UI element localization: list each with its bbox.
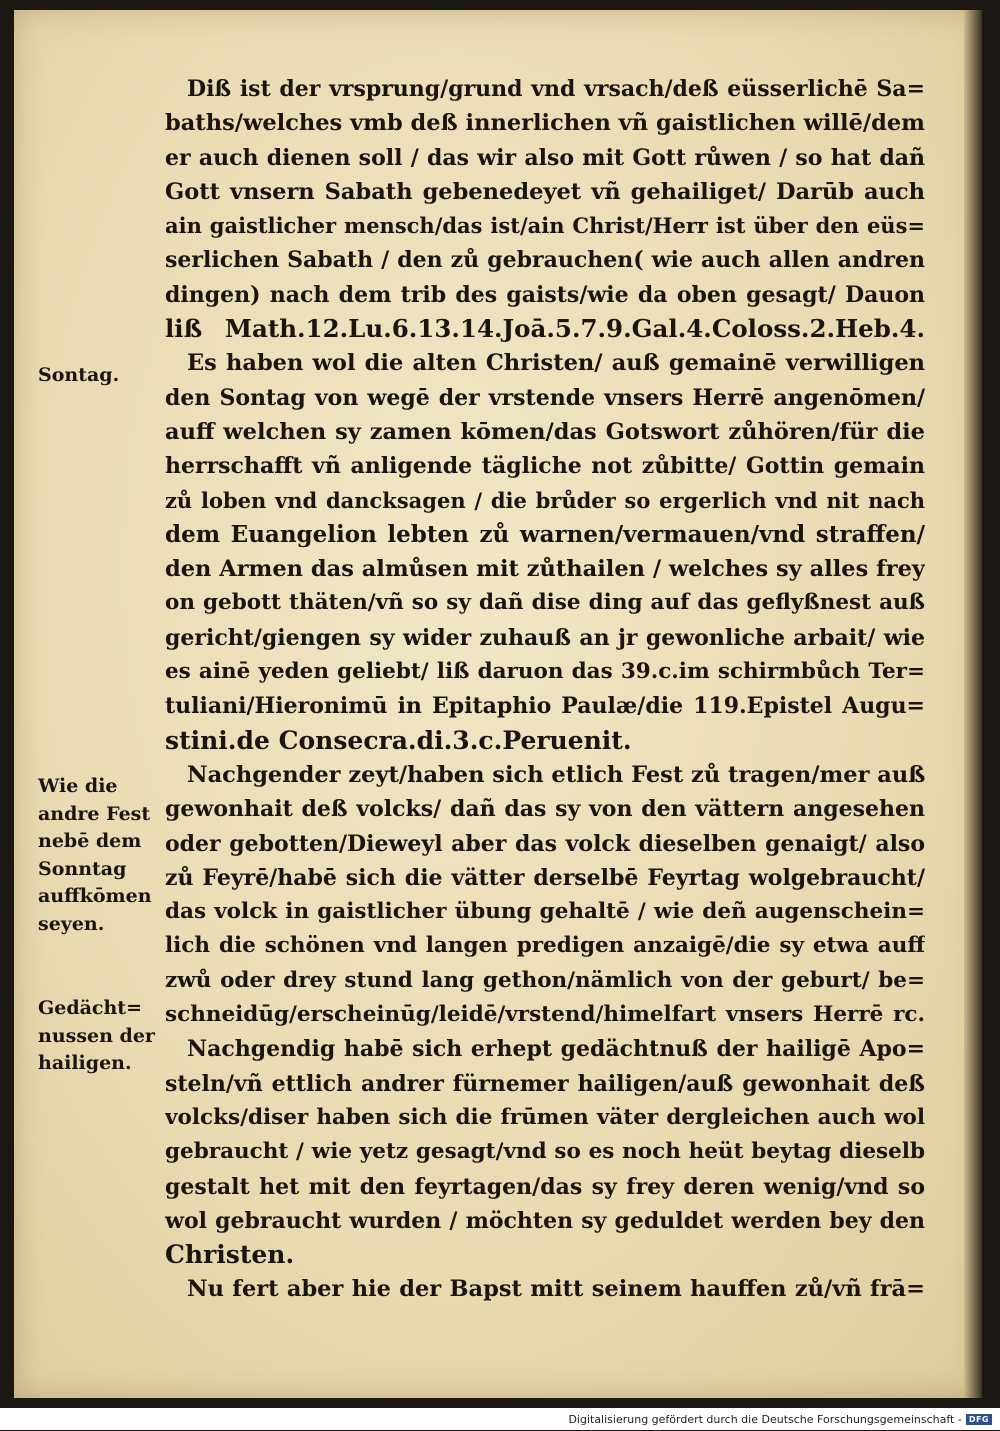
text-line: Nachgendig habē sich erhept gedächtnuß der hailigē Apo= [187, 1036, 925, 1063]
text-line: herrschafft vñ anligende tägliche not zůbitte/ Gottin gemain [165, 453, 925, 480]
text-line: schneidūg/erscheinūg/leidē/vrstend/himelfart vnsers Herrē rc. [165, 1002, 925, 1028]
text-line: den Sontag von wegē der vrstende vnsers Herrē angenōmen/ [165, 384, 925, 411]
text-line: Nachgender zeyt/haben sich etlich Fest zů tragen/mer auß [187, 761, 925, 788]
text-line: gericht/giengen sy wider zuhauß an jr gewonliche arbait/ wie [165, 624, 925, 651]
text-line: wol gebraucht wurden / möchten sy geduldet werden bey den [165, 1207, 925, 1234]
text-line: auff welchen sy zamen kōmen/das Gotswort zůhören/für die [165, 418, 925, 445]
text-line: Gott vnsern Sabath gebenedeyet vñ gehailiget/ Darūb auch [165, 178, 925, 205]
text-line: lich die schönen vnd langen predigen anzaigē/die sy etwa auff [165, 933, 925, 959]
text-line: oder gebotten/Dieweyl aber das volck dieselben genaigt/ also [165, 830, 925, 857]
text-line: liß Math.12.Lu.6.13.14.Joā.5.7.9.Gal.4.Coloss.2.Heb.4. [165, 314, 925, 344]
text-line: stini.de Consecra.di.3.c.Peruenit. [165, 725, 632, 755]
margin-note-line: nebē dem [38, 830, 142, 852]
footer-text: Digitalisierung gefördert durch die Deutsche Forschungsgemeinschaft - [568, 1412, 962, 1426]
margin-note-sontag [38, 362, 162, 390]
margin-note-saints [38, 995, 162, 1078]
margin-note-line: auffkōmen [38, 885, 152, 907]
text-line: dem Euangelion lebten zů warnen/vermauen/vnd straffen/ [165, 520, 925, 548]
margin-note-line: nussen der [38, 1024, 155, 1047]
text-line: zwů oder drey stund lang gethon/nämlich von der geburt/ be= [165, 967, 925, 993]
margin-note-line: seyen. [38, 912, 105, 935]
main-text-column [165, 72, 925, 1307]
text-line: Nu fert aber hie der Bapst mitt seinem hauffen zů/vñ frā= [187, 1276, 925, 1303]
margin-note-line: hailigen. [38, 1052, 132, 1074]
text-line: Es haben wol die alten Christen/ auß gemainē verwilligen [187, 350, 925, 377]
margin-note-line: andre Fest [38, 802, 151, 825]
dfg-logo: DFG [966, 1414, 992, 1425]
text-line: gestalt het mit den feyrtagen/das sy frey deren wenig/vnd so [165, 1173, 925, 1200]
scanned-page [14, 10, 982, 1398]
text-line: zů Feyrē/habē sich die vätter derselbē Feyrtag wolgebraucht/ [165, 864, 925, 891]
text-line: den Armen das almůsen mit zůthailen / welches sy alles frey [165, 556, 925, 583]
text-line: ain gaistlicher mensch/das ist/ain Christ/Herr ist über den eüs= [165, 213, 925, 239]
digitization-footer [0, 1408, 1000, 1430]
margin-note-line: Sonntag [38, 857, 127, 880]
text-line: tuliani/Hieronimū in Epitaphio Paulæ/die 119.Epistel Augu= [165, 693, 925, 720]
text-line: dingen) nach dem trib des gaists/wie da oben gesagt/ Dauon [165, 281, 925, 308]
text-line: volcks/diser haben sich die frūmen väter dergleichen auch wol [165, 1104, 925, 1130]
text-line: er auch dienen soll / das wir also mit Gott růwen / so hat dañ [165, 144, 925, 171]
text-line: Christen. [165, 1240, 295, 1270]
margin-note-line: Wie die [38, 775, 118, 797]
text-line: Diß ist der vrsprung/grund vnd vrsach/deß eüsserlichē Sa= [187, 76, 925, 102]
margin-note-line: Sontag. [38, 364, 120, 386]
text-line: gewonhait deß volcks/ dañ das sy von den vättern angesehen [165, 796, 925, 823]
text-line: serlichen Sabath / den zů gebrauchen( wie auch allen andren [165, 247, 925, 274]
text-line: das volck in gaistlicher übung gehaltē / wie deñ augenschein= [165, 899, 925, 925]
text-line: gebraucht / wie yetz gesagt/vnd so es noch heüt beytag dieselb [165, 1139, 925, 1165]
text-line: zů loben vnd dancksagen / die brůder so ergerlich vnd nit nach [165, 487, 925, 513]
book-gutter-shadow [964, 10, 982, 1398]
margin-notes-column [14, 10, 164, 1398]
text-line: es ainē yeden geliebt/ liß daruon das 39.c.im schirmbůch Ter= [165, 659, 925, 685]
text-line: baths/welches vmb deß innerlichen vñ gaistlichen willē/dem [165, 110, 925, 137]
text-line: on gebott thäten/vñ so sy dañ dise ding auf das geflyßnest auß [165, 590, 925, 616]
text-line: steln/vñ ettlich andrer fürnemer hailigen/auß gewonhait deß [165, 1070, 925, 1097]
margin-note-line: Gedächt= [38, 997, 142, 1019]
margin-note-feasts [38, 773, 162, 938]
